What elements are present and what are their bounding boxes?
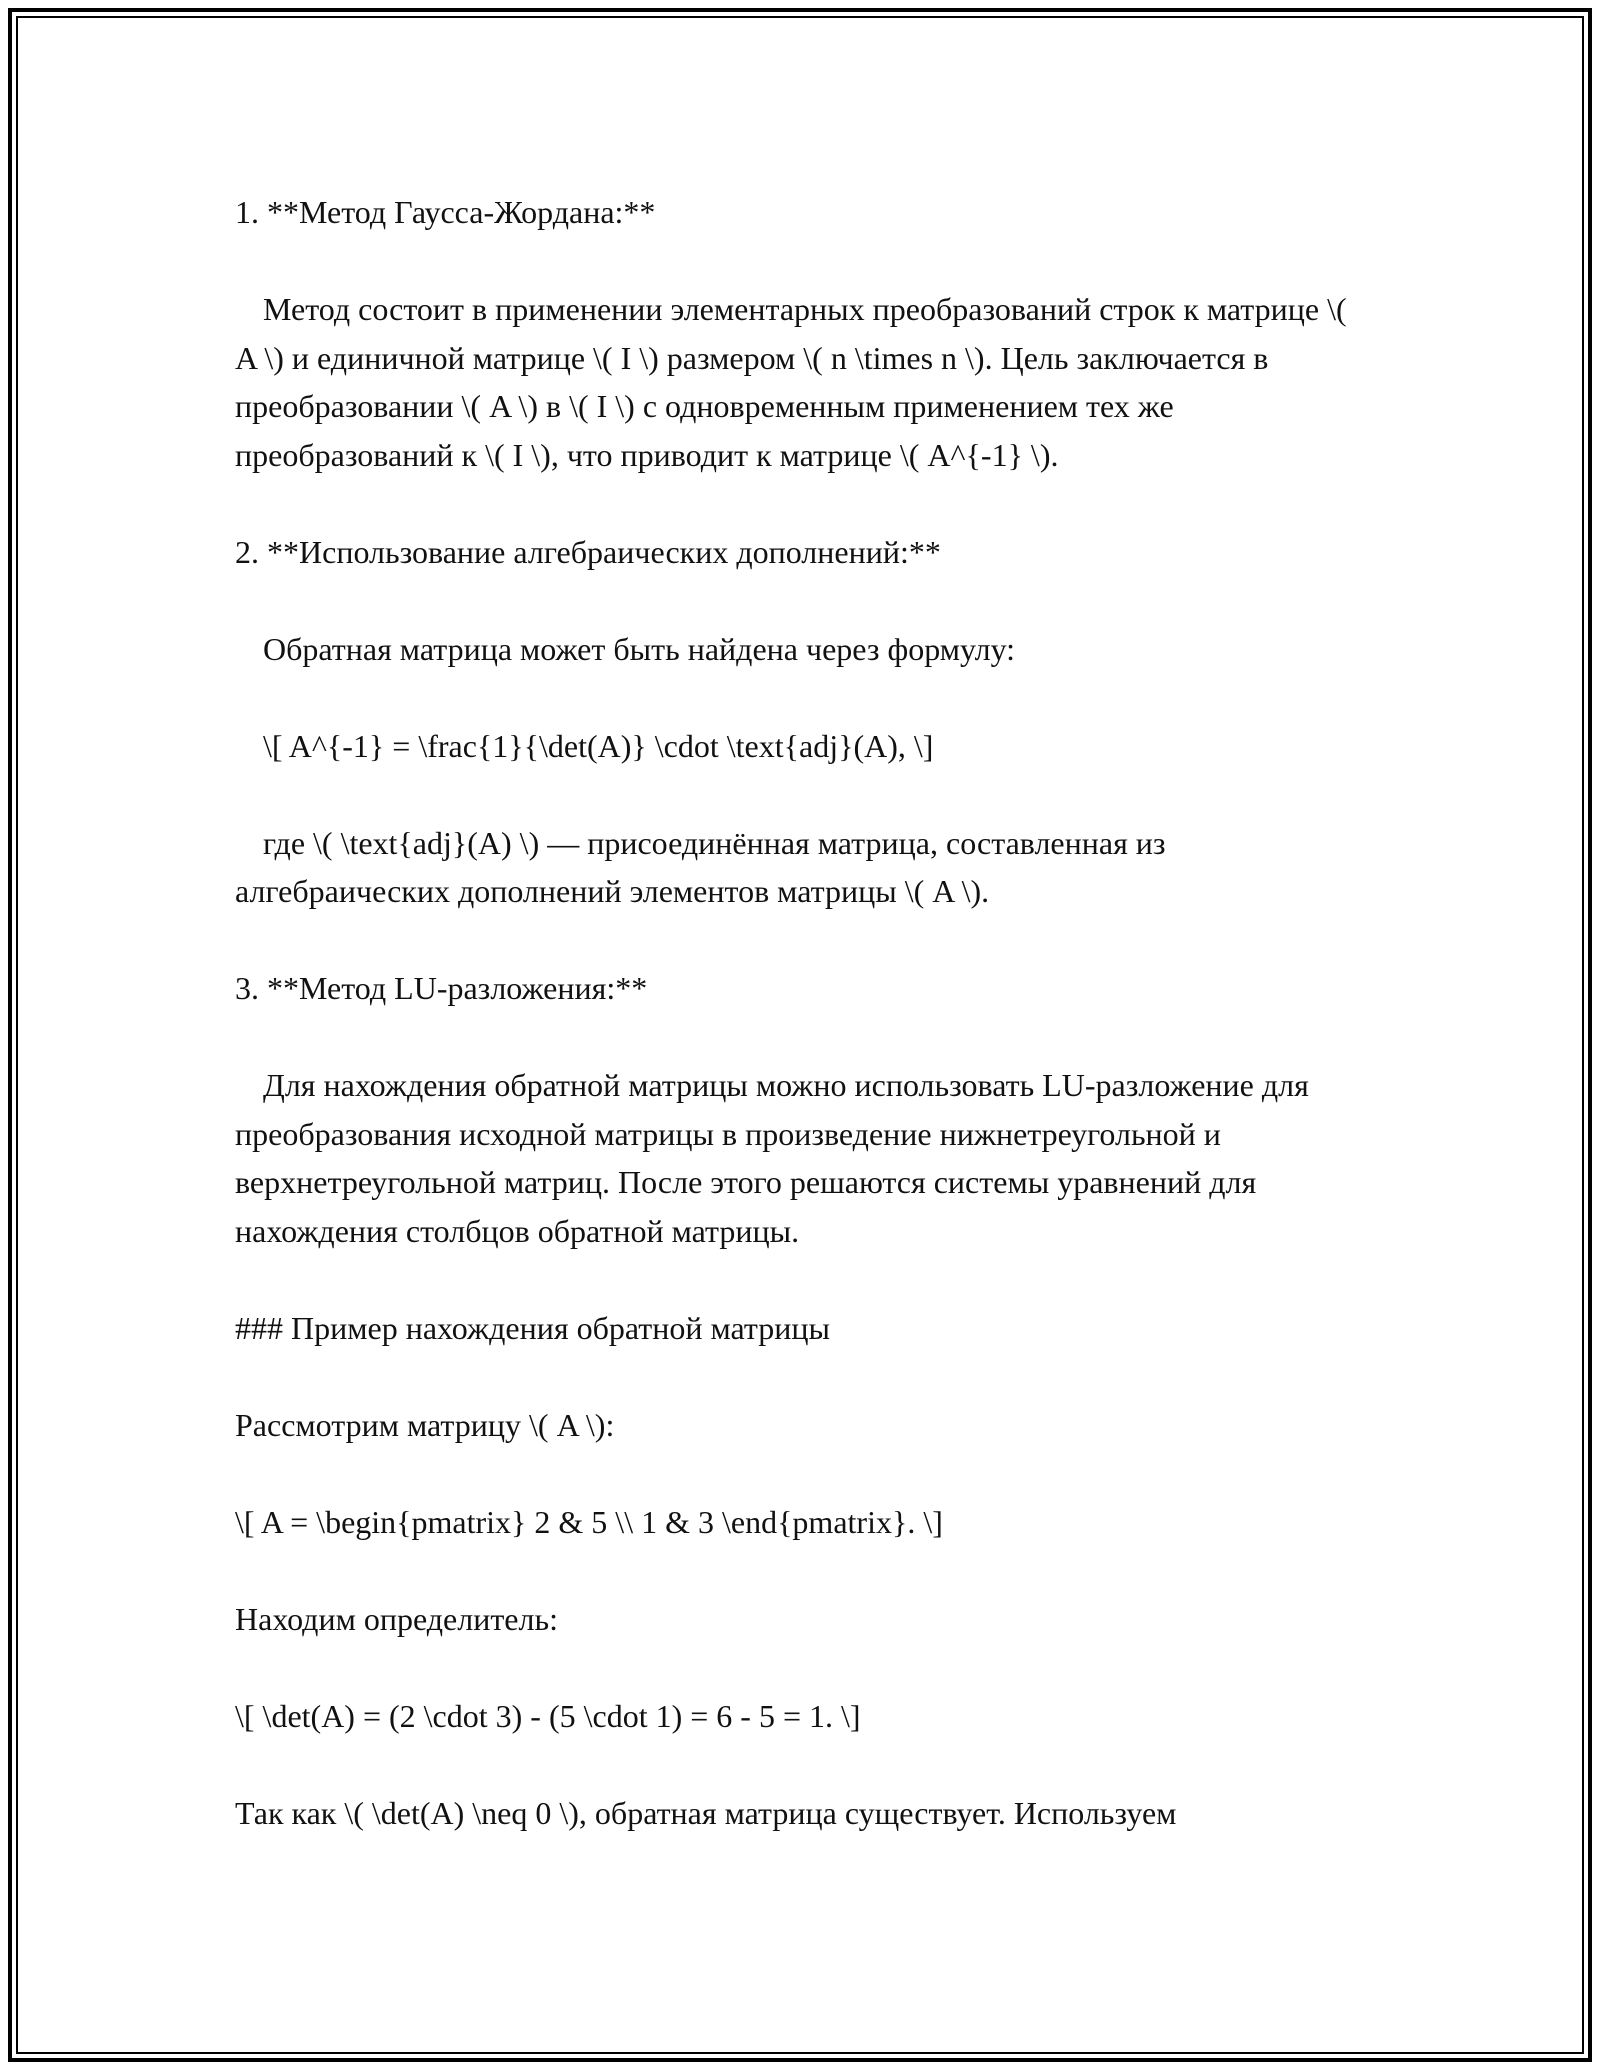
paragraph-lu-description: Для нахождения обратной матрицы можно использовать LU-разложение для преобразования исходной матрицы в произведение нижнетреугольной и верхнетреугольной матриц. После этого решаются системы уравнений для нахождения столбцов обратной матрицы.: [235, 1067, 1309, 1249]
heading-gauss-jordan: 1. **Метод Гаусса-Жордана:**: [235, 194, 656, 230]
formula-determinant: \[ \det(A) = (2 \cdot 3) - (5 \cdot 1) = 6 - 5 = 1. \]: [235, 1697, 861, 1734]
formula-matrix-a: \[ A = \begin{pmatrix} 2 & 5 \\ 1 & 3 \end{pmatrix}. \]: [235, 1503, 943, 1540]
paragraph-adjugate-description: где \( \text{adj}(A) \) — присоединённая матрица, составленная из алгебраических дополнений элементов матрицы \( A \).: [235, 824, 1166, 909]
paragraph-inverse-formula-intro: Обратная матрица может быть найдена через формулу:: [263, 630, 1016, 667]
heading-algebraic-complements: 2. **Использование алгебраических дополнений:**: [235, 533, 941, 570]
document-body: [235, 188, 1375, 1886]
section-heading-example: ### Пример нахождения обратной матрицы: [235, 1309, 830, 1346]
heading-lu-decomposition: 3. **Метод LU-разложения:**: [235, 970, 648, 1006]
paragraph-inverse-exists: Так как \( \det(A) \neq 0 \), обратная матрица существует. Используем: [235, 1794, 1177, 1831]
paragraph-find-determinant: Находим определитель:: [235, 1600, 558, 1637]
paragraph-gauss-jordan-description: Метод состоит в применении элементарных преобразований строк к матрице \( A \) и единичной матрице \( I \) размером \( n \times n \). Цель заключается в преобразовании \( A \) в \( I \) с одновременным применением тех же преобразований к \( I \), что приводит к матрице \( A^{-1} \).: [235, 291, 1347, 473]
paragraph-consider-matrix: Рассмотрим матрицу \( A \):: [235, 1406, 615, 1443]
formula-inverse-adjugate: \[ A^{-1} = \frac{1}{\det(A)} \cdot \text{adj}(A), \]: [263, 727, 934, 764]
